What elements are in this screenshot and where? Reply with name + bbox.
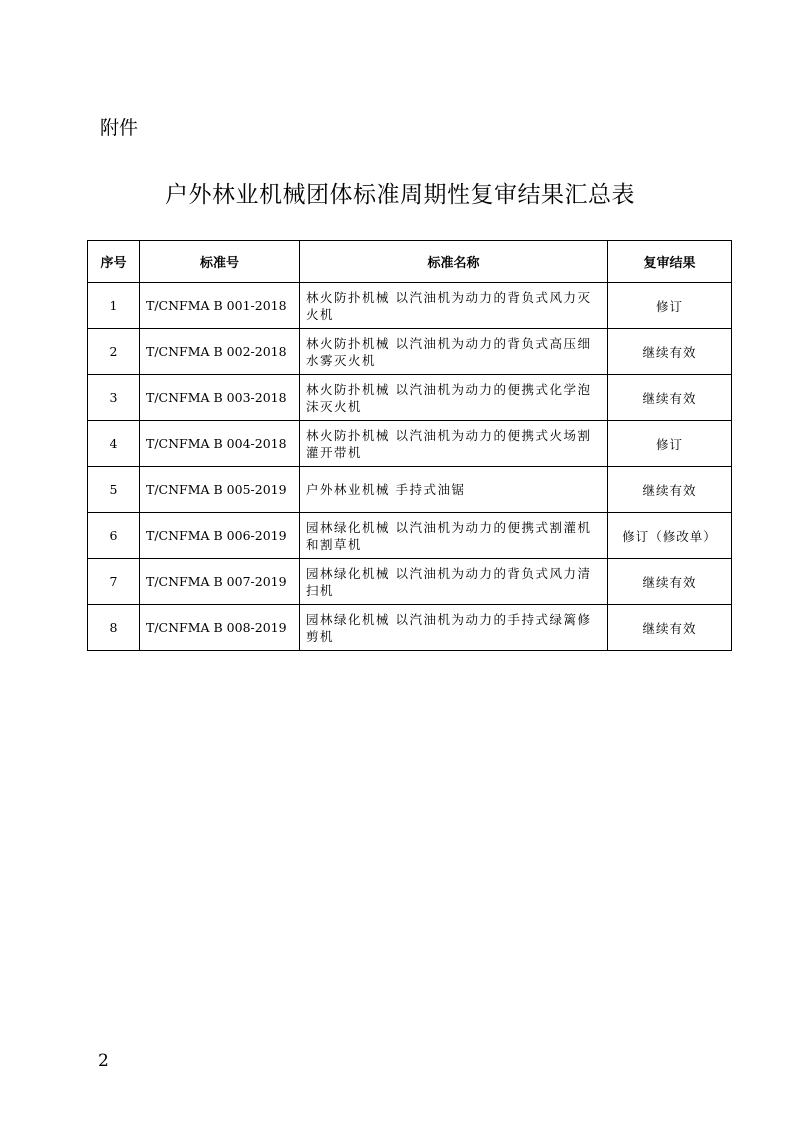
document-title: 户外林业机械团体标准周期性复审结果汇总表 xyxy=(165,182,635,208)
cell-review-result: 修订 xyxy=(608,421,732,467)
attachment-label: 附件 xyxy=(100,117,139,139)
cell-standard-code: T/CNFMA B 005-2019 xyxy=(140,467,300,513)
cell-seq: 7 xyxy=(88,559,140,605)
cell-standard-code: T/CNFMA B 004-2018 xyxy=(140,421,300,467)
cell-standard-code: T/CNFMA B 002-2018 xyxy=(140,329,300,375)
cell-standard-code: T/CNFMA B 008-2019 xyxy=(140,605,300,651)
cell-seq: 6 xyxy=(88,513,140,559)
cell-seq: 4 xyxy=(88,421,140,467)
cell-standard-name: 林火防扑机械 以汽油机为动力的便携式火场割灌开带机 xyxy=(300,421,608,467)
table-row xyxy=(88,559,732,605)
cell-standard-code: T/CNFMA B 006-2019 xyxy=(140,513,300,559)
header-review-result: 复审结果 xyxy=(608,241,732,283)
cell-standard-name: 林火防扑机械 以汽油机为动力的背负式高压细水雾灭火机 xyxy=(300,329,608,375)
header-standard-name: 标准名称 xyxy=(300,241,608,283)
cell-seq: 5 xyxy=(88,467,140,513)
page-number: 2 xyxy=(98,1051,109,1071)
table-row xyxy=(88,329,732,375)
cell-review-result: 继续有效 xyxy=(608,605,732,651)
cell-standard-name: 园林绿化机械 以汽油机为动力的便携式割灌机和割草机 xyxy=(300,513,608,559)
cell-review-result: 继续有效 xyxy=(608,329,732,375)
cell-standard-code: T/CNFMA B 003-2018 xyxy=(140,375,300,421)
cell-seq: 2 xyxy=(88,329,140,375)
table-row xyxy=(88,513,732,559)
cell-seq: 1 xyxy=(88,283,140,329)
review-results-table xyxy=(87,240,732,651)
cell-review-result: 继续有效 xyxy=(608,467,732,513)
cell-standard-name: 林火防扑机械 以汽油机为动力的便携式化学泡沫灭火机 xyxy=(300,375,608,421)
cell-review-result: 修订 xyxy=(608,283,732,329)
table-row xyxy=(88,375,732,421)
cell-standard-name: 户外林业机械 手持式油锯 xyxy=(300,467,608,513)
cell-seq: 3 xyxy=(88,375,140,421)
table-row xyxy=(88,605,732,651)
cell-seq: 8 xyxy=(88,605,140,651)
header-standard-code: 标准号 xyxy=(140,241,300,283)
cell-standard-name: 园林绿化机械 以汽油机为动力的背负式风力清扫机 xyxy=(300,559,608,605)
cell-review-result: 修订（修改单） xyxy=(608,513,732,559)
cell-standard-name: 园林绿化机械 以汽油机为动力的手持式绿篱修剪机 xyxy=(300,605,608,651)
table-row xyxy=(88,421,732,467)
cell-standard-name: 林火防扑机械 以汽油机为动力的背负式风力灭火机 xyxy=(300,283,608,329)
header-seq: 序号 xyxy=(88,241,140,283)
table-row xyxy=(88,467,732,513)
cell-standard-code: T/CNFMA B 007-2019 xyxy=(140,559,300,605)
cell-review-result: 继续有效 xyxy=(608,559,732,605)
table-row xyxy=(88,283,732,329)
cell-standard-code: T/CNFMA B 001-2018 xyxy=(140,283,300,329)
table-header-row xyxy=(88,241,732,283)
cell-review-result: 继续有效 xyxy=(608,375,732,421)
